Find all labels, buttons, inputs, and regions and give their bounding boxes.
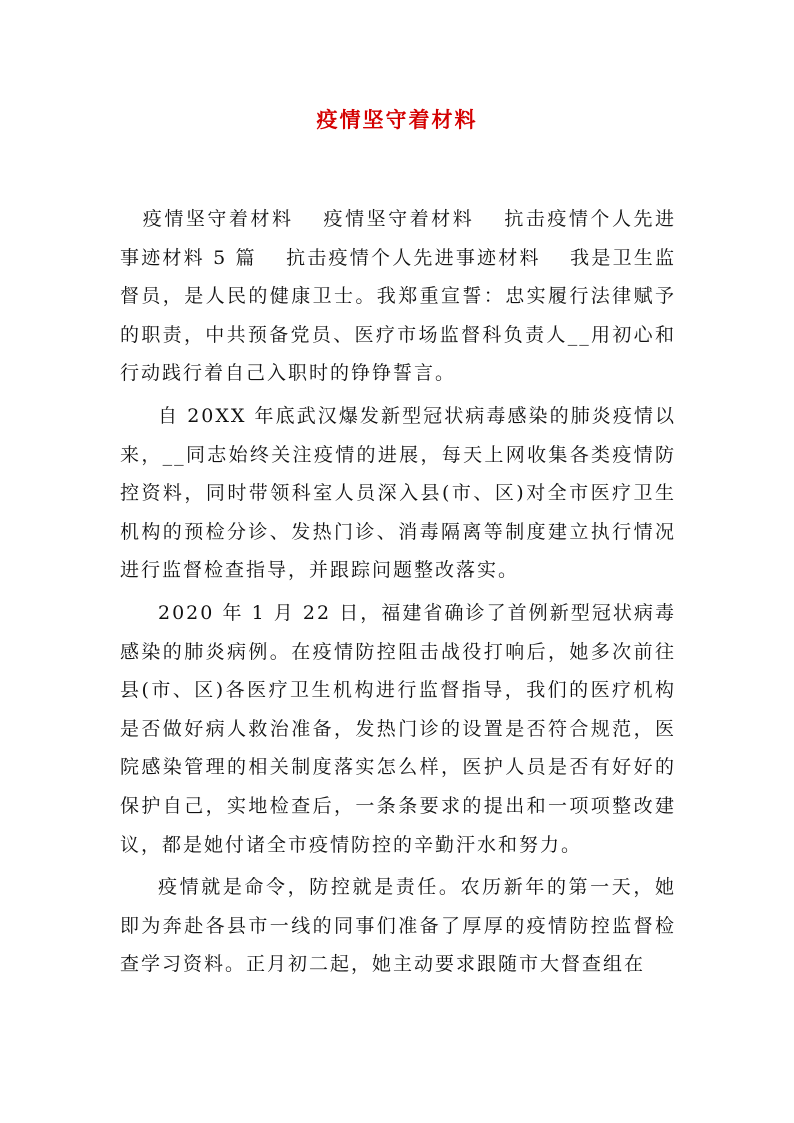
paragraph-1: 疫情坚守着材料 疫情坚守着材料 抗击疫情个人先进事迹材料 5 篇 抗击疫情个人先进事迹材料 我是卫生监督员，是人民的健康卫士。我郑重宣誓：忠实履行法律赋予的职责，中共预备党员、医疗市场监督科负责人__用初心和行动践行着自己入职时的铮铮誓言。 <box>120 208 676 385</box>
document-body <box>120 200 676 984</box>
paragraph-2: 自 20XX 年底武汉爆发新型冠状病毒感染的肺炎疫情以来，__同志始终关注疫情的进展，每天上网收集各类疫情防控资料，同时带领科室人员深入县(市、区)对全市医疗卫生机构的预检分诊、发热门诊、消毒隔离等制度建立执行情况进行监督检查指导，并跟踪问题整改落实。 <box>120 404 676 582</box>
paragraph-3: 2020 年 1 月 22 日，福建省确诊了首例新型冠状病毒感染的肺炎病例。在疫情防控阻击战役打响后，她多次前往县(市、区)各医疗卫生机构进行监督指导，我们的医疗机构是否做好病人救治准备，发热门诊的设置是否符合规范，医院感染管理的相关制度落实怎么样，医护人员是否有好好的保护自己，实地检查后，一条条要求的提出和一项项整改建议，都是她付诸全市疫情防控的辛勤汗水和努力。 <box>120 601 676 856</box>
document-title: 疫情坚守着材料 <box>316 107 478 132</box>
paragraph-4: 疫情就是命令，防控就是责任。农历新年的第一天，她即为奔赴各县市一线的同事们准备了厚厚的疫情防控监督检查学习资料。正月初二起，她主动要求跟随市大督查组在 <box>120 876 676 976</box>
